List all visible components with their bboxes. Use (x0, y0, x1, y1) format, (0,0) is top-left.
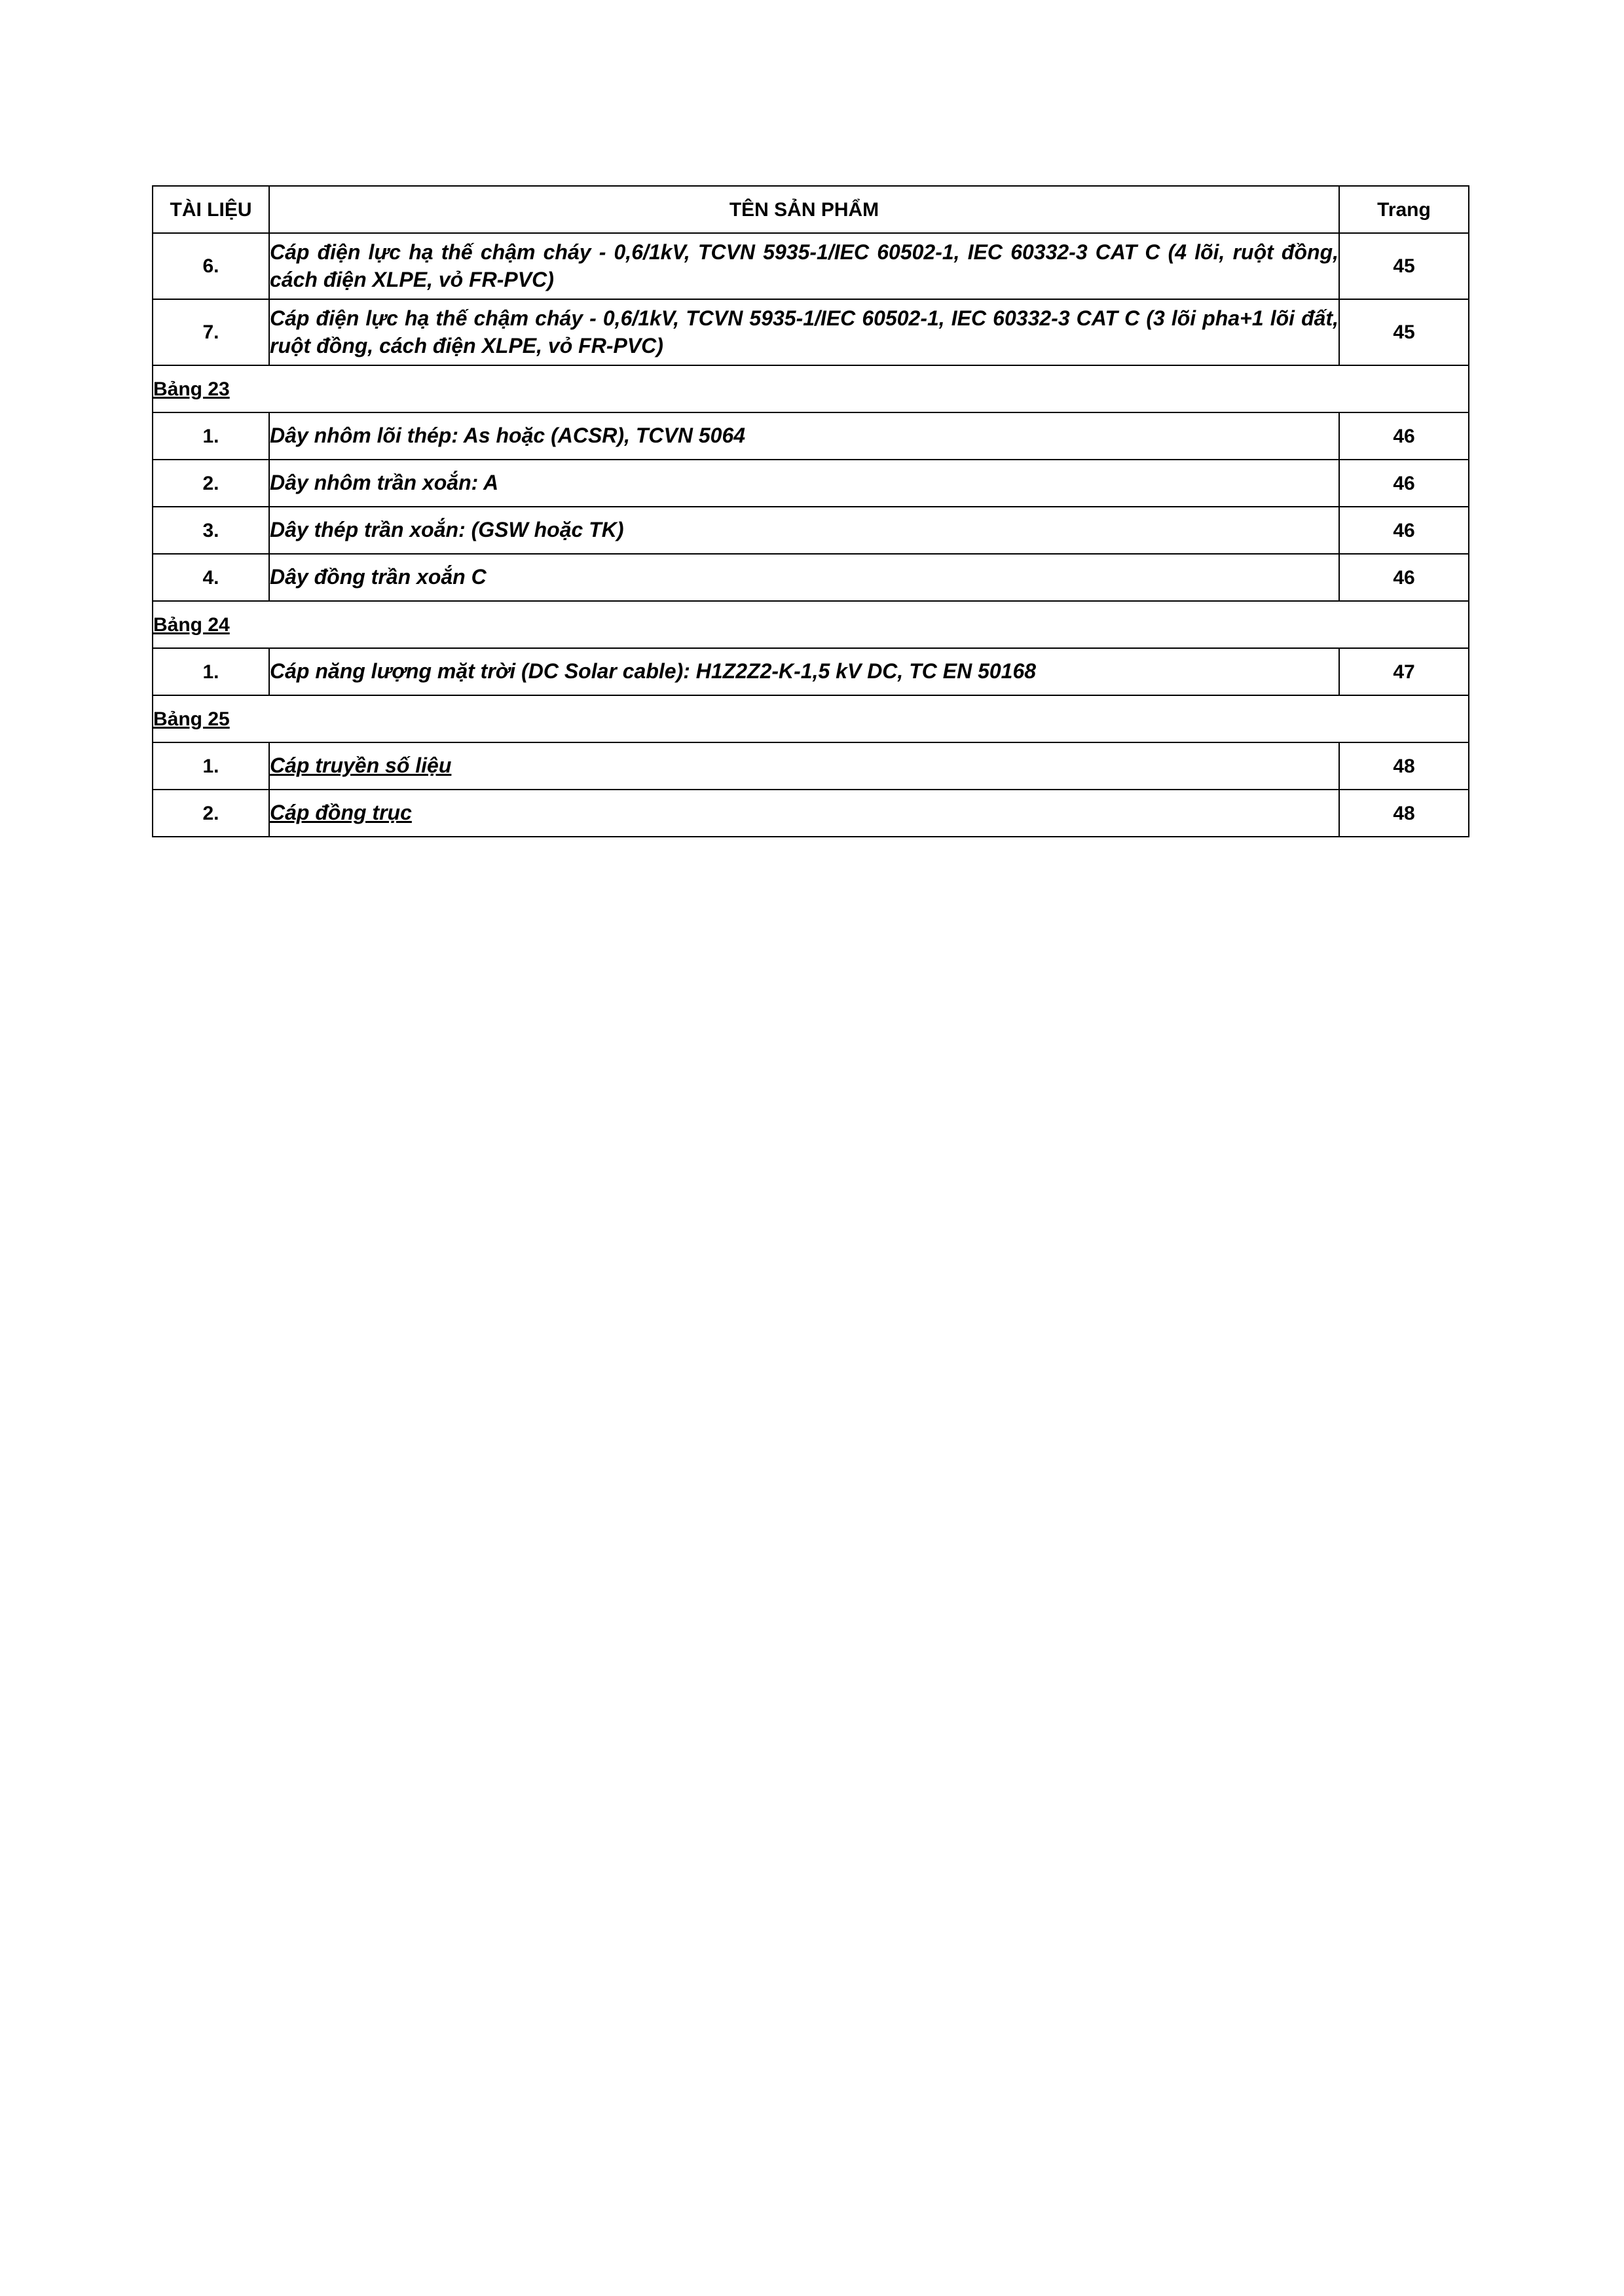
row-number: 6. (153, 233, 269, 299)
row-page: 46 (1339, 412, 1469, 460)
row-product-name-link[interactable] (269, 742, 1339, 790)
row-page: 45 (1339, 233, 1469, 299)
group-row-bang-25 (153, 695, 1469, 742)
row-product-name: Dây thép trần xoắn: (GSW hoặc TK) (269, 507, 1339, 554)
group-label-link[interactable]: Bảng 24 (153, 613, 230, 636)
row-page: 46 (1339, 460, 1469, 507)
product-link[interactable]: Cáp truyền số liệu (270, 754, 452, 778)
row-page: 46 (1339, 554, 1469, 601)
table-row (153, 742, 1469, 790)
row-number: 7. (153, 299, 269, 365)
group-row-bang-23 (153, 365, 1469, 412)
row-product-name: Cáp điện lực hạ thế chậm cháy - 0,6/1kV, TCVN 5935-1/IEC 60502-1, IEC 60332-3 CAT C (3 lõi pha+1 lõi đất, ruột đồng, cách điện XLPE, vỏ FR-PVC) (269, 299, 1339, 365)
row-page: 48 (1339, 742, 1469, 790)
row-product-name: Cáp điện lực hạ thế chậm cháy - 0,6/1kV, TCVN 5935-1/IEC 60502-1, IEC 60332-3 CAT C (4 lõi, ruột đồng, cách điện XLPE, vỏ FR-PVC) (269, 233, 1339, 299)
row-product-name: Dây nhôm trần xoắn: A (269, 460, 1339, 507)
row-product-name: Dây nhôm lõi thép: As hoặc (ACSR), TCVN 5064 (269, 412, 1339, 460)
group-row-bang-24 (153, 601, 1469, 648)
table-row (153, 554, 1469, 601)
group-label-cell[interactable] (153, 365, 1469, 412)
group-label-link[interactable]: Bảng 23 (153, 378, 230, 400)
group-label-cell[interactable] (153, 695, 1469, 742)
header-page: Trang (1339, 186, 1469, 233)
table-row (153, 299, 1469, 365)
row-number: 1. (153, 648, 269, 695)
table-row (153, 233, 1469, 299)
table-header-row (153, 186, 1469, 233)
row-product-name-link[interactable] (269, 790, 1339, 837)
contents-table (152, 185, 1469, 837)
row-page: 46 (1339, 507, 1469, 554)
row-number: 2. (153, 790, 269, 837)
row-product-name: Dây đồng trần xoắn C (269, 554, 1339, 601)
product-link[interactable]: Cáp đồng trục (270, 801, 412, 825)
row-page: 47 (1339, 648, 1469, 695)
row-page: 48 (1339, 790, 1469, 837)
row-number: 4. (153, 554, 269, 601)
header-doc: TÀI LIỆU (153, 186, 269, 233)
header-product-name: TÊN SẢN PHẨM (269, 186, 1339, 233)
table-row (153, 460, 1469, 507)
row-product-name: Cáp năng lượng mặt trời (DC Solar cable): H1Z2Z2-K-1,5 kV DC, TC EN 50168 (269, 648, 1339, 695)
row-number: 1. (153, 742, 269, 790)
group-label-link[interactable]: Bảng 25 (153, 708, 230, 730)
group-label-cell[interactable] (153, 601, 1469, 648)
table-row (153, 507, 1469, 554)
table-row (153, 412, 1469, 460)
table-row (153, 790, 1469, 837)
row-number: 2. (153, 460, 269, 507)
row-page: 45 (1339, 299, 1469, 365)
row-number: 1. (153, 412, 269, 460)
row-number: 3. (153, 507, 269, 554)
table-row (153, 648, 1469, 695)
